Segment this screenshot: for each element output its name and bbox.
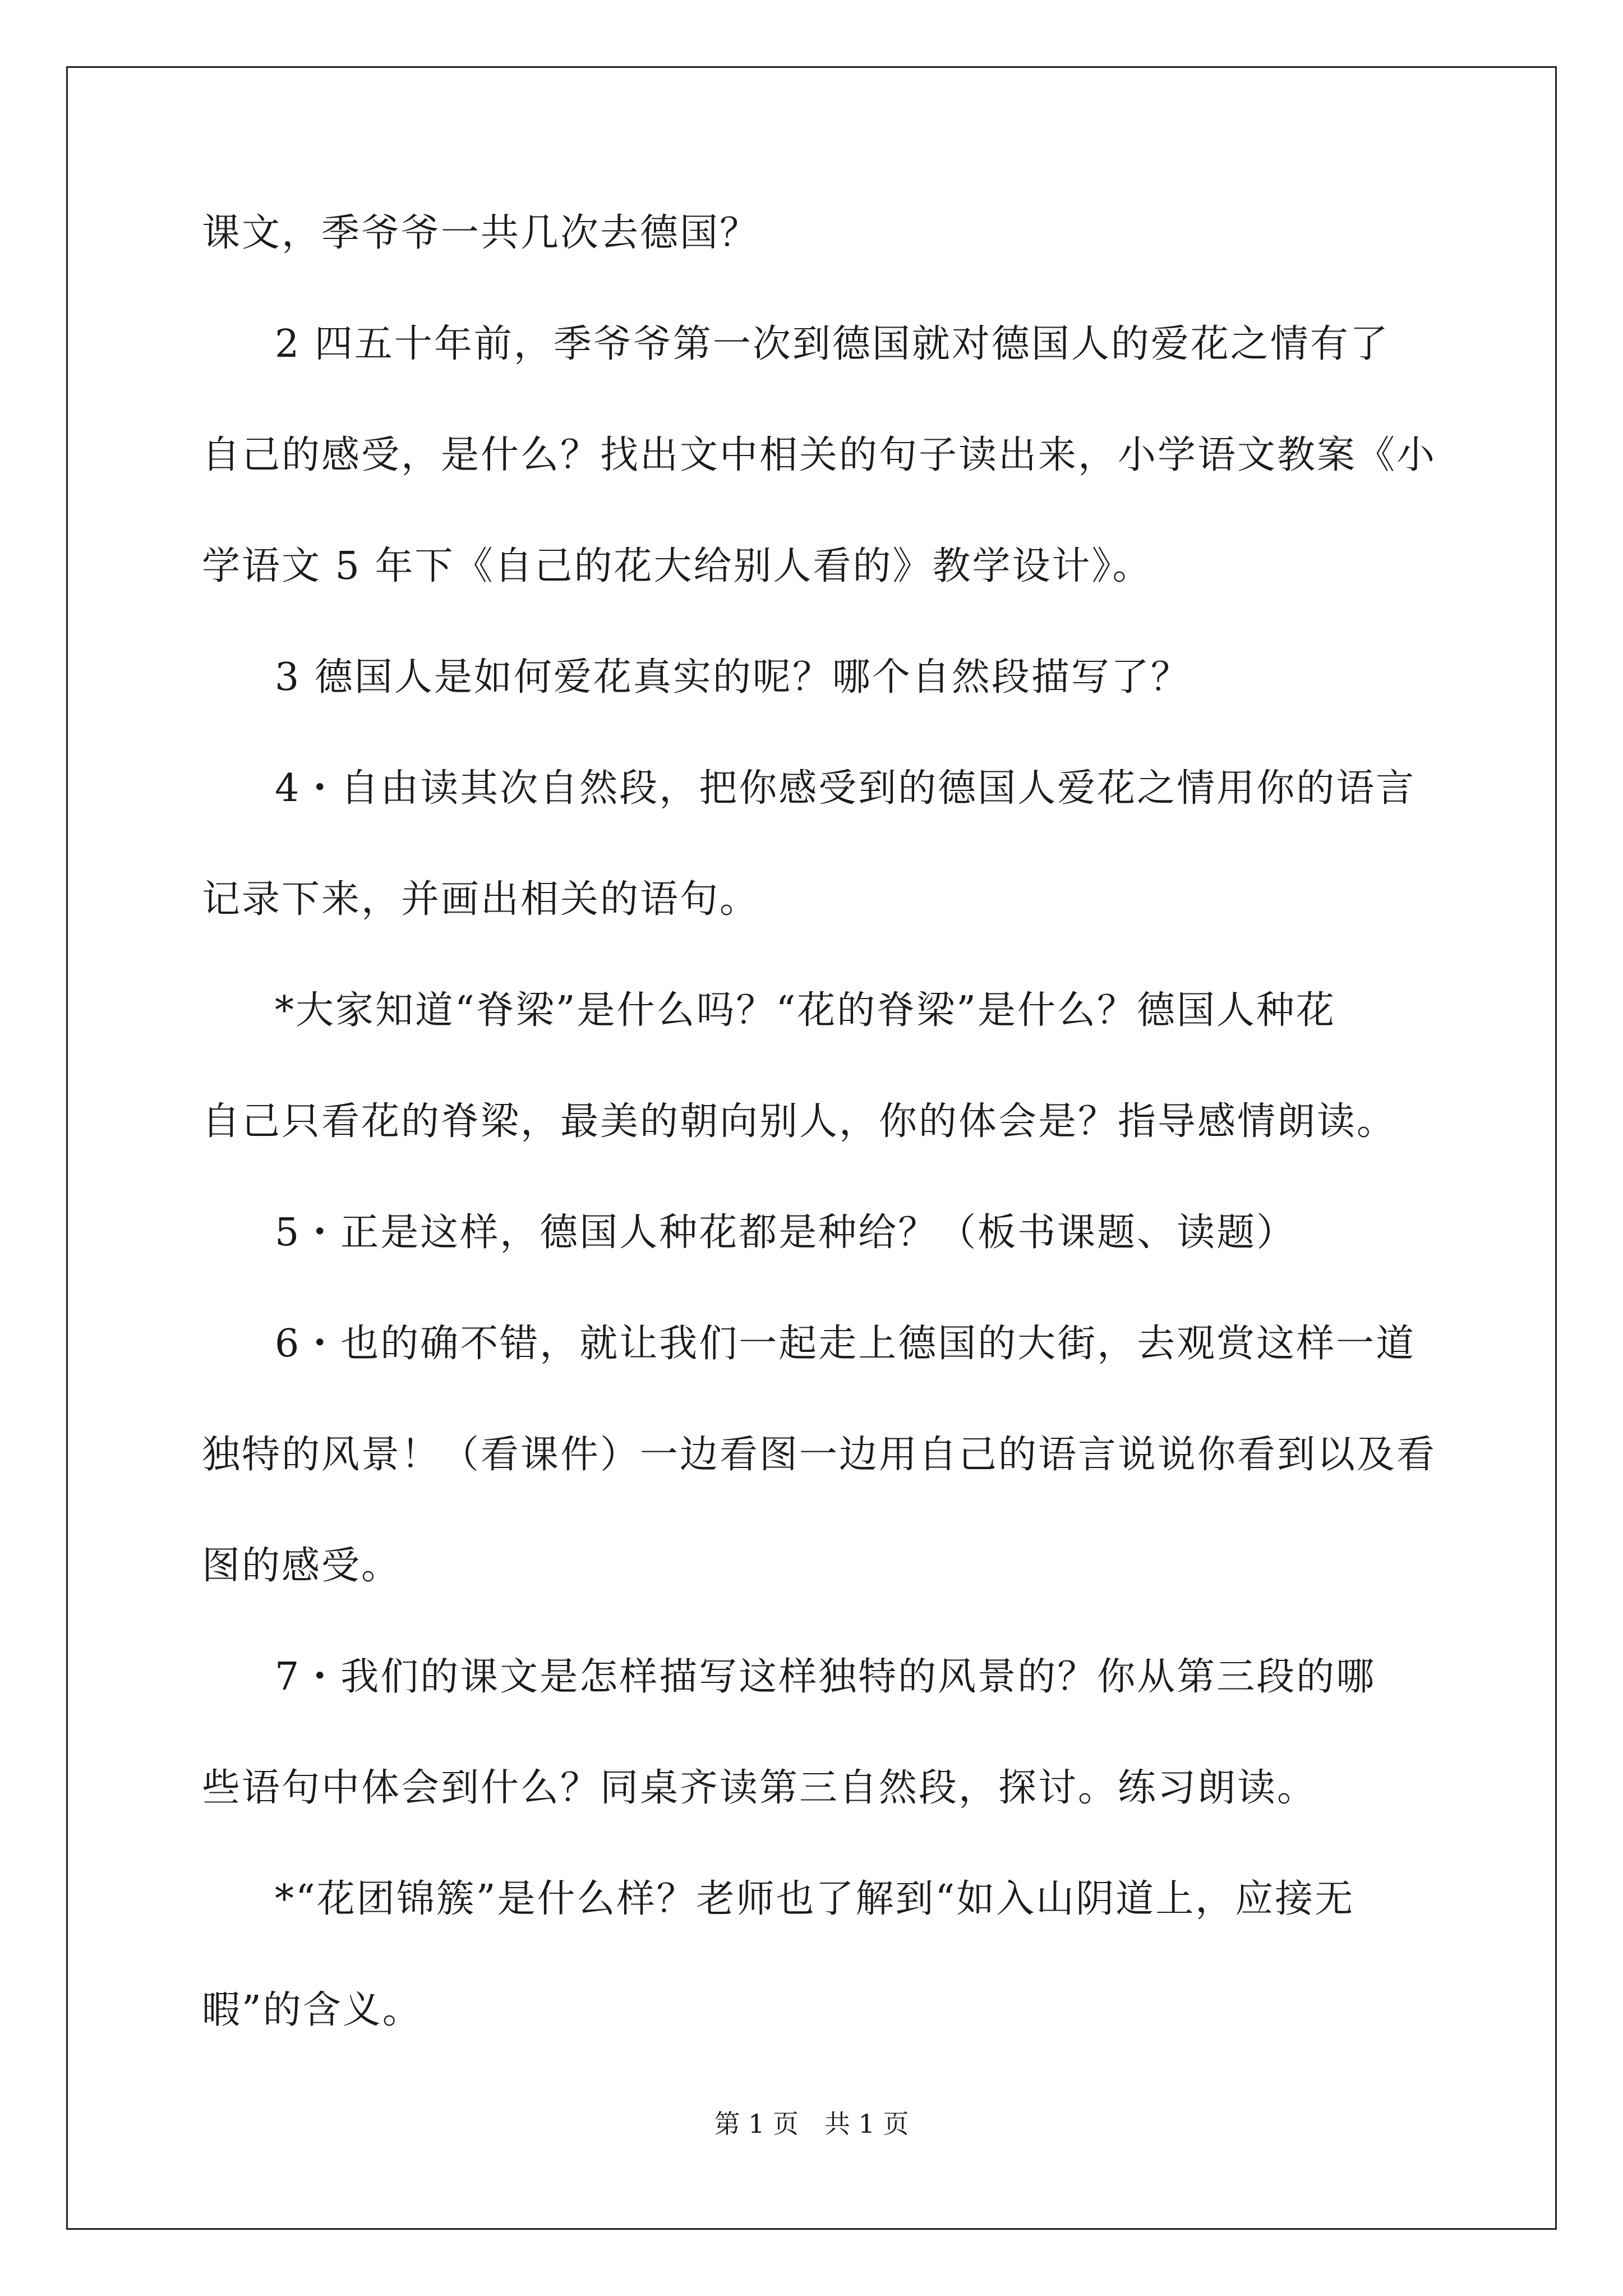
text-line: *“花团锦簇”是什么样？老师也了解到“如入山阴道上，应接无: [275, 1877, 1355, 1921]
text-line: 学语文 5 年下《自己的花大给别人看的》教学设计》。: [202, 544, 1152, 588]
text-line: 2 四五十年前，季爷爷第一次到德国就对德国人的爱花之情有了: [275, 322, 1390, 366]
page-footer: 第 1 页 共 1 页: [714, 2109, 909, 2139]
text-line: 5・正是这样，德国人种花都是种给？（板书课题、读题）: [275, 1211, 1297, 1255]
text-line: 3 德国人是如何爱花真实的呢？哪个自然段描写了？: [275, 655, 1191, 700]
text-line: 自己的感受，是什么？找出文中相关的句子读出来，小学语文教案《小: [202, 433, 1437, 477]
text-line: 些语句中体会到什么？同桌齐读第三自然段，探讨。练习朗读。: [202, 1766, 1317, 1810]
text-line: 暇”的含义。: [202, 1988, 422, 2032]
text-line: 图的感受。: [202, 1544, 402, 1588]
text-line: 自己只看花的脊梁，最美的朝向别人，你的体会是？指导感情朗读。: [202, 1099, 1397, 1144]
text-line: 6・也的确不错，就让我们一起走上德国的大街，去观赏这样一道: [275, 1322, 1416, 1366]
text-line: *大家知道“脊梁”是什么吗？“花的脊梁”是什么？德国人种花: [275, 988, 1336, 1033]
text-line: 课文，季爷爷一共几次去德国？: [202, 211, 760, 255]
text-line: 7・我们的课文是怎样描写这样独特的风景的？你从第三段的哪: [275, 1655, 1376, 1699]
text-line: 4・自由读其次自然段，把你感受到的德国人爱花之情用你的语言: [275, 766, 1416, 811]
text-line: 记录下来，并画出相关的语句。: [202, 877, 760, 922]
text-line: 独特的风景！（看课件）一边看图一边用自己的语言说说你看到以及看: [202, 1433, 1437, 1477]
